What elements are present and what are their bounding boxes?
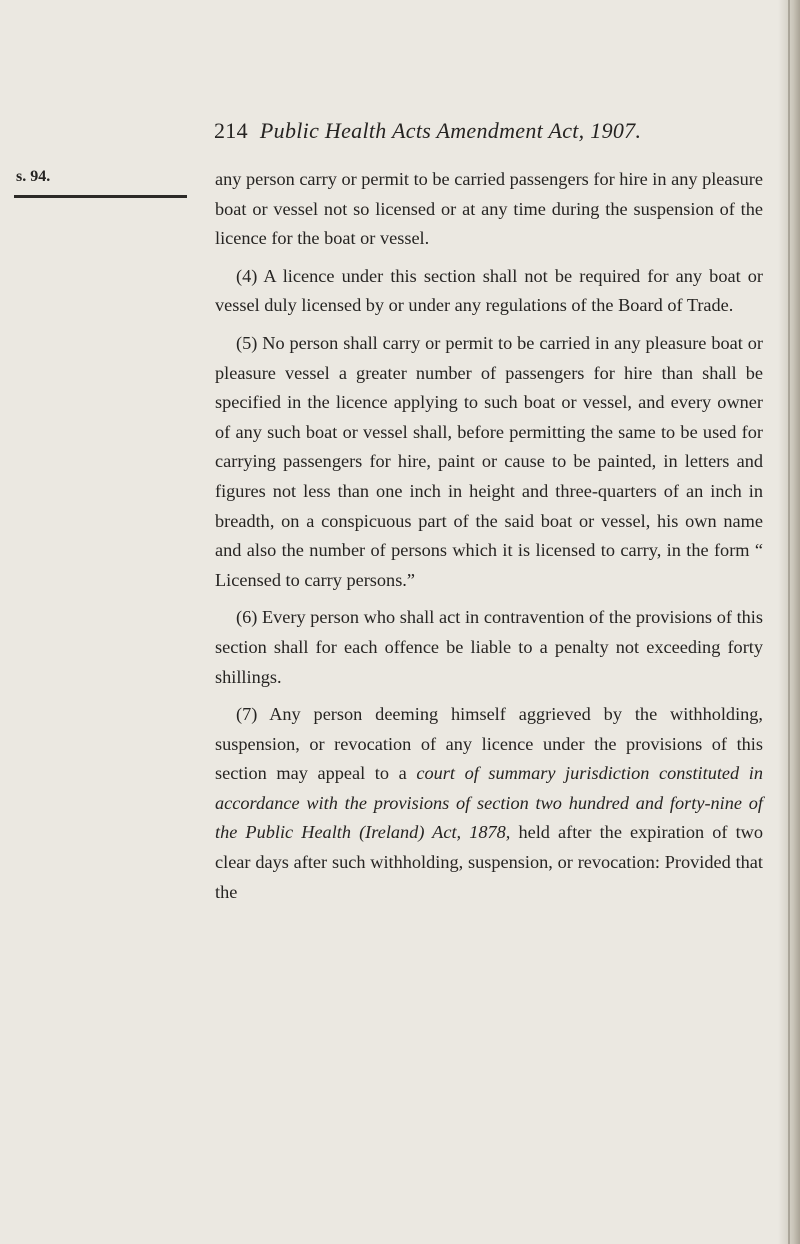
paragraph-subsection-7 [215, 700, 763, 907]
subsection-7-end: held after the expiration of two clear days after such withholding, suspension, or revocation: Provided that the [215, 822, 763, 902]
running-title: Public Health Acts Amendment Act, 1907. [259, 118, 642, 143]
margin-rule [14, 195, 187, 198]
subsection-7-italic: court of summary jurisdiction constituted in accordance with the provisions of section two hundred and forty-nine of the Public Health (Ireland) Act, 1878, [215, 763, 764, 843]
body-text [215, 165, 763, 915]
paragraph-continuation: any person carry or permit to be carried passengers for hire in any pleasure boat or vessel not so licensed or at any time during the suspension of the licence for the boat or vessel. [215, 169, 763, 249]
running-header [214, 118, 641, 144]
page-number: 214 [214, 118, 248, 143]
section-reference: s. 94. [16, 168, 51, 185]
page-edge-line [788, 0, 790, 1244]
paragraph-subsection-4: (4) A licence under this section shall not be required for any boat or vessel duly licensed by or under any regulations of the Board of Trade. [215, 265, 763, 316]
paragraph-subsection-5: (5) No person shall carry or permit to be carried in any pleasure boat or pleasure vessel a greater number of passengers for hire than shall be specified in the licence applying to such boat or vessel, and every owner of any such boat or vessel shall, before permitting the same to be used for carrying passengers for hire, paint or cause to be painted, in letters and figures not less than one inch in height and three-quarters of an inch in breadth, on a conspicuous part of the said boat or vessel, his own name and also the number of persons which it is licensed to carry, in the form “ Licensed to carry persons.” [215, 332, 763, 590]
subsection-7-start: (7) Any person deeming himself aggrieved by the withholding, suspension, or revocation of any licence under the provisions of this section may appeal to a [215, 704, 763, 784]
paragraph-subsection-6: (6) Every person who shall act in contravention of the provisions of this section shall for each offence be liable to a penalty not exceeding forty shillings. [215, 607, 763, 687]
